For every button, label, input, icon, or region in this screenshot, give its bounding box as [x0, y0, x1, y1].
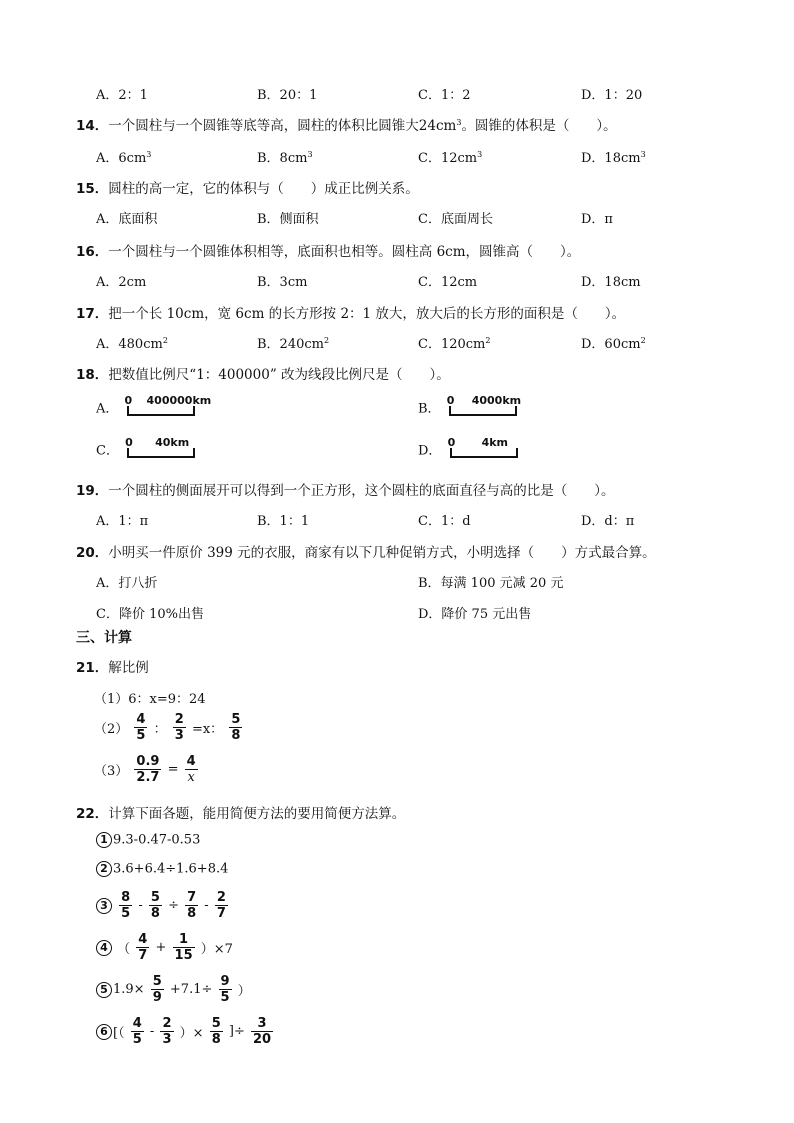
q22-item4: 4 （ $\frac{4}{7}$ + $\frac{1}{15}$ ）×7 [96, 932, 233, 963]
q22-number: 22． [76, 806, 109, 822]
circled-number-5: 5 [96, 982, 112, 998]
q15-text: 圆柱的高一定，它的体积与（ ）成正比例关系。 [108, 181, 419, 197]
q13-option-a: A．2：1 [96, 88, 148, 103]
fraction: $\frac{2}{3}$ [162, 1016, 172, 1047]
q16-option-b: B．3cm [257, 275, 308, 290]
line-scale-d: 0 4km [446, 438, 546, 460]
q15-option-d: D．π [581, 212, 613, 227]
fraction: $\frac{9}{5}$ [220, 974, 230, 1005]
q18-option-c: C． 0 40km [96, 438, 223, 460]
circled-number-3: 3 [96, 898, 112, 914]
q21-part1: （1）6：x=9：24 [94, 692, 206, 707]
q16-option-c: C．12cm [418, 275, 478, 290]
q16-option-d: D．18cm [581, 275, 641, 290]
fraction: $\frac{4}{x}$ [186, 754, 196, 785]
q16-option-a: A．2cm [96, 275, 147, 290]
fraction: $\frac{7}{8}$ [187, 890, 197, 921]
fraction: $\frac{5}{9}$ [152, 974, 162, 1005]
q14-sup: 3 [456, 118, 462, 127]
q15-option-b: B．侧面积 [257, 212, 319, 227]
fraction: $\frac{2}{3}$ [174, 712, 184, 743]
q13-option-c: C．1：2 [418, 88, 471, 103]
q14-option-a: A．$6cm^3$ [96, 150, 152, 166]
circled-number-4: 4 [96, 940, 112, 956]
fraction: $\frac{4}{5}$ [132, 1016, 142, 1047]
q20-option-d: D．降价 75 元出售 [418, 607, 532, 622]
fraction: $\frac{2}{7}$ [216, 890, 226, 921]
fraction: $\frac{5}{8}$ [211, 1016, 221, 1047]
q22-item5: 5 1.9× $\frac{5}{9}$ +7.1÷ $\frac{9}{5}$ ） [96, 974, 251, 1005]
q18-option-b: B． 0 4000km [418, 396, 545, 418]
fraction: $\frac{4}{7}$ [138, 932, 148, 963]
q19-option-b: B．1：1 [257, 514, 310, 529]
q21-number: 21． [76, 660, 109, 676]
circled-number-2: 2 [96, 861, 112, 877]
q19-option-a: A．1：π [96, 514, 149, 529]
q16-text: 一个圆柱与一个圆锥体积相等，底面积也相等。圆柱高 6cm，圆锥高（ ）。 [108, 244, 581, 260]
q19-option-c: C．1：d [418, 514, 471, 529]
q20-option-a: A．打八折 [96, 576, 158, 591]
q21-stem [76, 656, 149, 676]
q18-option-a: A． 0 400000km [96, 396, 233, 418]
q19-stem [76, 479, 615, 499]
q14-number: 14． [76, 118, 109, 134]
q13-option-d: D．1：20 [581, 88, 643, 103]
q17-stem [76, 302, 625, 322]
line-scale-b: 0 4000km [445, 396, 545, 418]
q14-text-b: 。圆锥的体积是（ ）。 [461, 118, 617, 134]
q13-option-b: B．20：1 [257, 88, 318, 103]
q20-text: 小明买一件原价 399 元的衣服，商家有以下几种促销方式，小明选择（ ）方式最合算。 [108, 545, 656, 561]
q14-option-d: D．$18cm^3$ [581, 150, 646, 166]
q17-option-a: A．$480cm^2$ [96, 336, 168, 352]
line-scale-c: 0 40km [123, 438, 223, 460]
q20-stem [76, 541, 656, 561]
q15-option-c: C．底面周长 [418, 212, 493, 227]
q16-number: 16． [76, 244, 109, 260]
q22-item1: 1 9.3-0.47-0.53 [96, 832, 200, 848]
q17-option-b: B．$240cm^2$ [257, 336, 330, 352]
q15-number: 15． [76, 181, 109, 197]
fraction: $\frac{1}{15}$ [174, 932, 193, 963]
fraction: $\frac{3}{20}$ [252, 1016, 272, 1047]
fraction: $\frac{8}{5}$ [121, 890, 131, 921]
fraction: $\frac{5}{8}$ [150, 890, 160, 921]
q18-number: 18． [76, 367, 109, 383]
q19-number: 19． [76, 483, 109, 499]
q14-text-a: 一个圆柱与一个圆锥等底等高，圆柱的体积比圆锥大24cm [108, 118, 457, 134]
q17-text: 把一个长 10cm，宽 6cm 的长方形按 2：1 放大，放大后的长方形的面积是（ ）。 [108, 306, 626, 322]
q18-stem [76, 363, 450, 383]
q15-stem [76, 177, 419, 197]
q22-item3: 3 $\frac{8}{5}$ - $\frac{5}{8}$ ÷ $\frac{7}{8}$ - $\frac{2}{7}$ [96, 890, 230, 921]
section-title: 三、计算 [76, 630, 132, 646]
q16-stem [76, 240, 580, 260]
q14-option-b: B．$8cm^3$ [257, 150, 313, 166]
fraction: $\frac{5}{8}$ [231, 712, 241, 743]
q14-stem [76, 114, 617, 134]
q15-option-a: A．底面积 [96, 212, 158, 227]
q22-stem [76, 802, 405, 822]
fraction: $\frac{0.9}{2.7}$ [136, 754, 160, 785]
q18-text: 把数值比例尺“1：400000” 改为线段比例尺是（ ）。 [108, 367, 450, 383]
q22-item2: 2 3.6+6.4÷1.6+8.4 [96, 861, 228, 877]
line-scale-a: 0 400000km [123, 396, 233, 418]
q19-text: 一个圆柱的侧面展开可以得到一个正方形，这个圆柱的底面直径与高的比是（ ）。 [108, 483, 615, 499]
q21-text: 解比例 [108, 660, 149, 676]
q17-option-d: D．$60cm^2$ [581, 336, 646, 352]
q19-option-d: D．d：π [581, 514, 635, 529]
q14-option-c: C．$12cm^3$ [418, 150, 483, 166]
fraction: $\frac{4}{5}$ [136, 712, 146, 743]
q21-part2: （2） $\frac{4}{5}$ ： $\frac{2}{3}$ =x： $\frac{5}{8}$ [94, 712, 241, 743]
q22-text: 计算下面各题，能用简便方法的要用简便方法算。 [108, 806, 406, 822]
q17-number: 17． [76, 306, 109, 322]
q22-item6: 6 [（ $\frac{4}{5}$ - $\frac{2}{3}$ ）× $\frac{5}{8}$ ]÷ $\frac{3}{20}$ [96, 1016, 275, 1047]
circled-number-1: 1 [96, 832, 112, 848]
q20-number: 20． [76, 545, 109, 561]
q17-option-c: C．$120cm^2$ [418, 336, 491, 352]
q20-option-b: B．每满 100 元减 20 元 [418, 576, 564, 591]
q18-option-d: D． 0 4km [418, 438, 546, 460]
q21-part3: （3） $\frac{0.9}{2.7}$ = $\frac{4}{x}$ [94, 754, 196, 785]
q20-option-c: C．降价 10%出售 [96, 607, 204, 622]
circled-number-6: 6 [96, 1024, 112, 1040]
